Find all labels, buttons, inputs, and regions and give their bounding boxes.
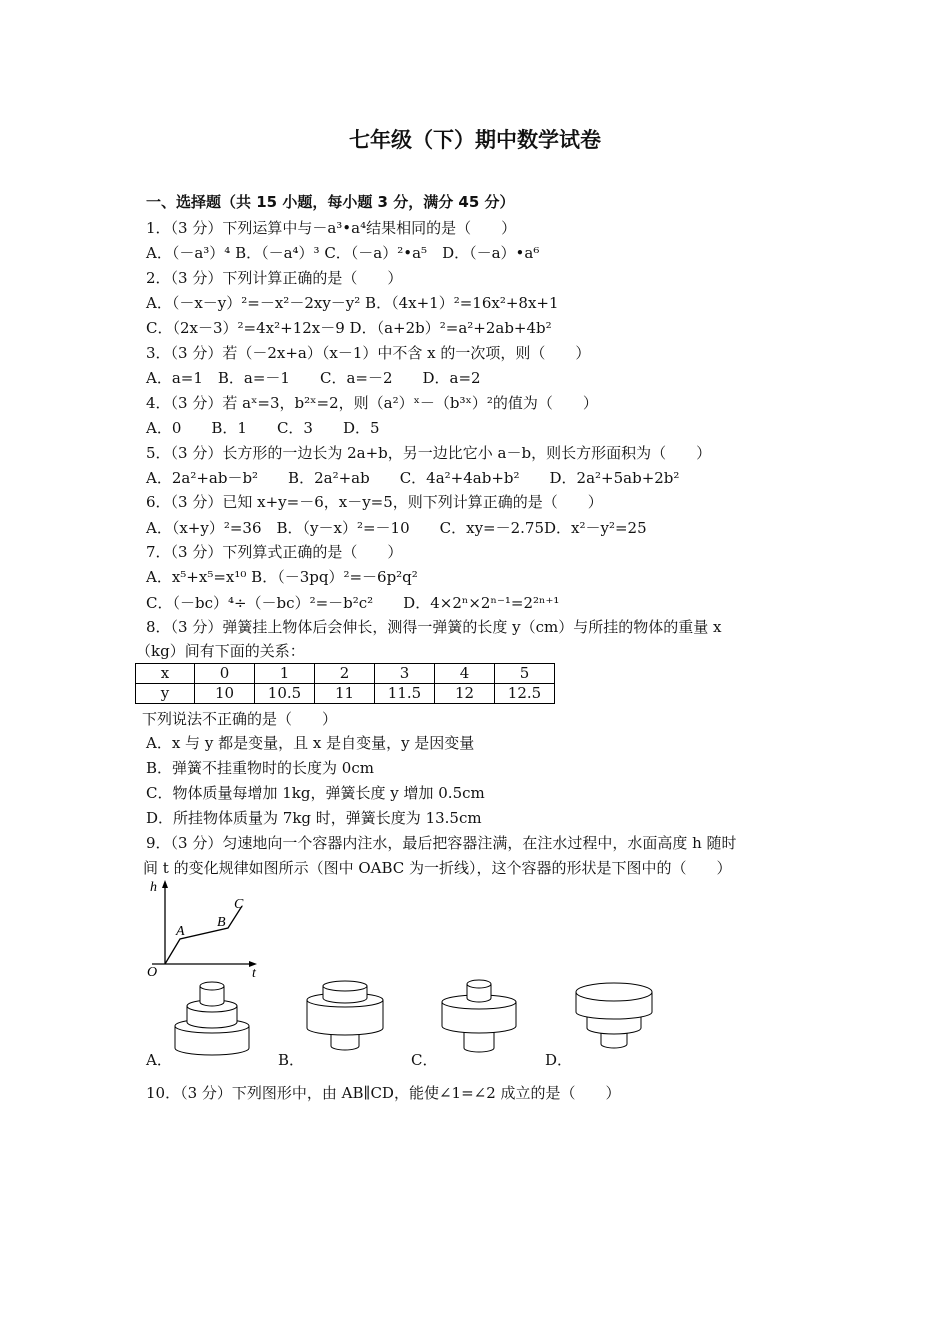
question-6-options: A．（x+y）²=36 B．（y－x）²=－10 C．xy=－2.75D．x²－y²=25 bbox=[146, 519, 647, 537]
question-8-ask: 下列说法不正确的是（ ） bbox=[142, 710, 338, 728]
table-cell: 12.5 bbox=[495, 684, 555, 704]
question-4: 4．（3 分）若 aˣ=3，b²ˣ=2，则（a²）ˣ－（b³ˣ）²的值为（ ） bbox=[146, 394, 598, 412]
question-4-options: A．0 B．1 C．3 D．5 bbox=[146, 419, 380, 437]
table-row bbox=[136, 684, 555, 704]
page-title: 七年级（下）期中数学试卷 bbox=[349, 128, 601, 152]
question-8-option-d: D．所挂物体质量为 7kg 时，弹簧长度为 13.5cm bbox=[146, 809, 482, 827]
question-8-option-b: B．弹簧不挂重物时的长度为 0cm bbox=[146, 759, 374, 777]
table-cell: 11.5 bbox=[375, 684, 435, 704]
container-label-d: D． bbox=[545, 1051, 573, 1069]
question-8-option-a: A．x 与 y 都是变量，且 x 是自变量，y 是因变量 bbox=[146, 734, 475, 752]
question-10: 10．（3 分）下列图形中，由 AB∥CD，能使∠1=∠2 成立的是（ ） bbox=[146, 1084, 621, 1102]
water-level-graph bbox=[140, 876, 270, 981]
container-label-b: B． bbox=[278, 1051, 305, 1069]
point-c-label: C bbox=[234, 897, 244, 912]
table-cell: 0 bbox=[195, 664, 255, 684]
table-cell: 11 bbox=[315, 684, 375, 704]
axis-h-label: h bbox=[150, 880, 157, 895]
table-cell: 10.5 bbox=[255, 684, 315, 704]
table-row bbox=[136, 664, 555, 684]
table-cell: 10 bbox=[195, 684, 255, 704]
question-9-cont: 间 t 的变化规律如图所示（图中 OABC 为一折线），这个容器的形状是下图中的（ ） bbox=[143, 859, 732, 877]
table-cell: 5 bbox=[495, 664, 555, 684]
container-option-d bbox=[573, 978, 658, 1058]
point-b-label: B bbox=[217, 915, 226, 930]
axis-t-label: t bbox=[252, 966, 256, 981]
container-label-a: A． bbox=[146, 1051, 172, 1069]
data-table bbox=[135, 663, 555, 704]
question-2: 2．（3 分）下列计算正确的是（ ） bbox=[146, 269, 403, 287]
table-cell: x bbox=[136, 664, 195, 684]
question-8: 8．（3 分）弹簧挂上物体后会伸长，测得一弹簧的长度 y（cm）与所挂的物体的重量 x bbox=[146, 618, 722, 636]
question-5: 5．（3 分）长方形的一边长为 2a+b，另一边比它小 a－b，则长方形面积为（ ） bbox=[146, 444, 712, 462]
question-8-cont: （kg）间有下面的关系： bbox=[136, 642, 305, 660]
question-7-options-ab: A．x⁵+x⁵=x¹⁰ B．（－3pq）²=－6p²q² bbox=[146, 568, 418, 586]
question-1-options: A．（－a³）⁴ B．（－a⁴）³ C．（－a）²•a⁵ D．（－a）•a⁶ bbox=[146, 244, 540, 262]
table-cell: 1 bbox=[255, 664, 315, 684]
container-label-c: C． bbox=[411, 1051, 438, 1069]
table-cell: 12 bbox=[435, 684, 495, 704]
question-3-options: A．a=1 B．a=－1 C．a=－2 D．a=2 bbox=[146, 369, 481, 387]
point-a-label: A bbox=[176, 924, 185, 939]
question-6: 6．（3 分）已知 x+y=－6，x－y=5，则下列计算正确的是（ ） bbox=[146, 493, 603, 511]
question-1: 1．（3 分）下列运算中与－a³•a⁴结果相同的是（ ） bbox=[146, 219, 517, 237]
question-9: 9．（3 分）匀速地向一个容器内注水，最后把容器注满，在注水过程中，水面高度 h 随时 bbox=[146, 834, 737, 852]
table-cell: 3 bbox=[375, 664, 435, 684]
table-cell: 2 bbox=[315, 664, 375, 684]
question-5-options: A．2a²+ab－b² B．2a²+ab C．4a²+4ab+b² D．2a²+5ab+2b² bbox=[146, 469, 680, 487]
question-2-options-ab: A．（－x－y）²=－x²－2xy－y² B．（4x+1）²=16x²+8x+1 bbox=[146, 294, 559, 312]
container-option-b bbox=[303, 980, 388, 1060]
section-heading: 一、选择题（共 15 小题，每小题 3 分，满分 45 分） bbox=[146, 193, 515, 211]
question-7: 7．（3 分）下列算式正确的是（ ） bbox=[146, 543, 403, 561]
question-8-option-c: C．物体质量每增加 1kg，弹簧长度 y 增加 0.5cm bbox=[146, 784, 485, 802]
table-cell: y bbox=[136, 684, 195, 704]
origin-label: O bbox=[147, 965, 158, 980]
question-2-options-cd: C．（2x－3）²=4x²+12x－9 D．（a+2b）²=a²+2ab+4b² bbox=[146, 319, 552, 337]
table-cell: 4 bbox=[435, 664, 495, 684]
container-option-c bbox=[438, 978, 523, 1063]
container-option-a bbox=[170, 978, 255, 1068]
question-7-options-cd: C．（－bc）⁴÷（－bc）²=－b²c² D．4×2ⁿ×2ⁿ⁻¹=2²ⁿ⁺¹ bbox=[146, 594, 560, 612]
question-3: 3．（3 分）若（－2x+a）（x－1）中不含 x 的一次项，则（ ） bbox=[146, 344, 591, 362]
